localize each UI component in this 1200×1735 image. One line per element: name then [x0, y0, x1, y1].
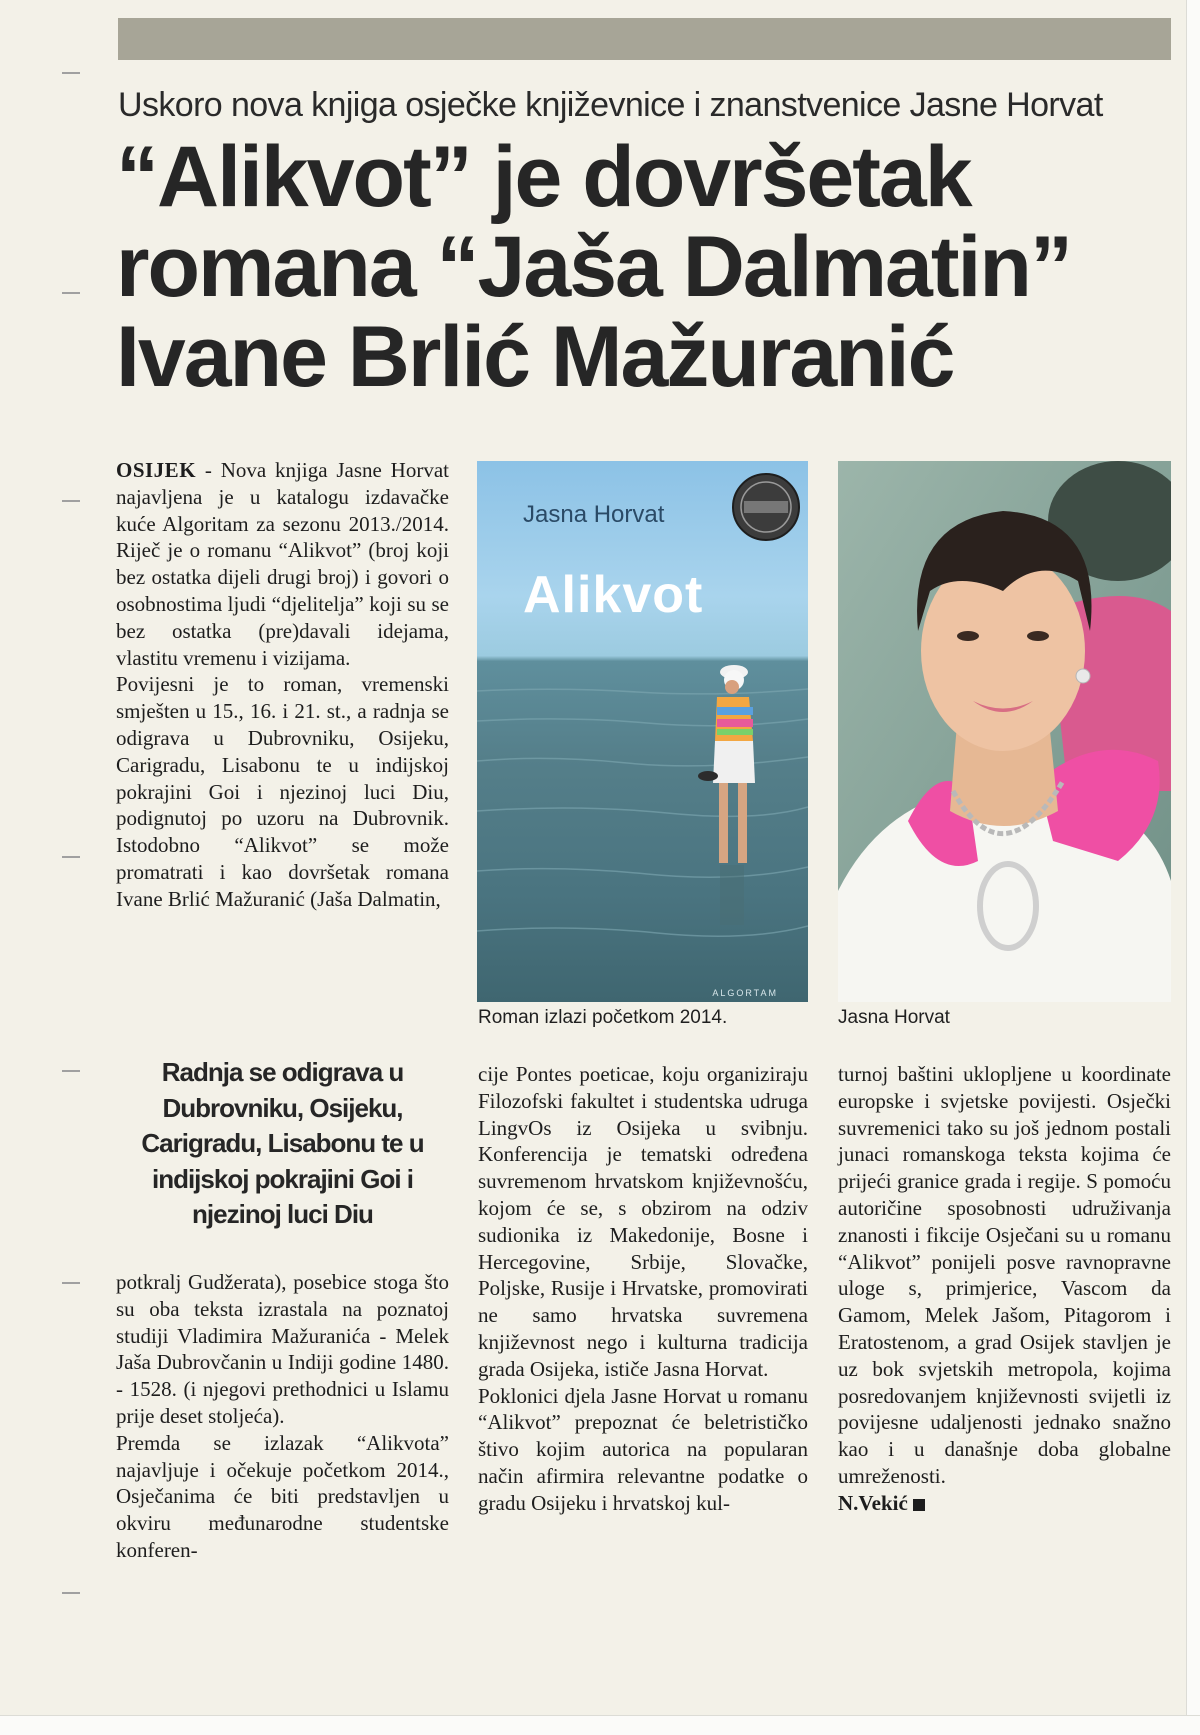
paragraph: Premda se izlazak “Alikvota” najavljuje i očekuje početkom 2014., Osječanima će biti predstavljen u okviru međunarodne studentske konferen- — [116, 1430, 449, 1562]
page-edge-right — [1186, 0, 1200, 1735]
section-top-bar — [118, 18, 1171, 60]
margin-mark — [62, 1592, 80, 1594]
book-cover-image — [477, 461, 808, 1002]
dateline: OSIJEK — [116, 458, 197, 482]
page-edge-bottom — [0, 1715, 1200, 1735]
article-column-1-bottom — [116, 1269, 449, 1564]
margin-mark — [62, 292, 80, 294]
headline-line: romana “Jaša Dalmatin” — [116, 219, 1071, 315]
cover-title: Alikvot — [523, 566, 704, 624]
cover-publisher: ALGORTAM — [712, 988, 778, 998]
paragraph: cije Pontes poeticae, koju organiziraju Filozofski fakultet i studentska udruga LingvOs iz Osijeka u svibnju. Konferencija je tematski određena suvremenom hrvatskom književnošću, kojom će se, s obzirom na odziv sudionika iz Makedonije, Bosne i Hercegovine, Srbije, Slovačke, Poljske, Rusije i Hrvatske, promovirati ne samo hrvatska suvremena književnost nego i kulturna tradicija grada Osijeka, ističe Jasna Horvat. — [478, 1062, 808, 1381]
paragraph — [116, 457, 449, 671]
margin-mark — [62, 1282, 80, 1284]
article-column-3 — [838, 1061, 1171, 1517]
margin-mark — [62, 500, 80, 502]
article-kicker: Uskoro nova knjiga osječke književnice i znanstvenice Jasne Horvat — [118, 86, 1103, 124]
margin-mark — [62, 856, 80, 858]
author-signature: N.Vekić — [838, 1490, 908, 1515]
headline-line: Ivane Brlić Mažuranić — [116, 309, 954, 405]
cover-caption: Roman izlazi početkom 2014. — [478, 1007, 728, 1028]
paragraph: potkralj Gudžerata), posebice stoga što su oba teksta izrastala na poznatoj studiji Vladimira Mažuranića - Melek Jaša Dubrovčanin u Indiji godine 1480. - 1528. (i njegovi prethodnici u Islamu prije deset stoljeća). — [116, 1270, 449, 1428]
portrait-scene — [838, 461, 1171, 1002]
pull-quote: Radnja se odigrava u Dubrovniku, Osijeku, Carigradu, Lisabonu te u indijskoj pokrajini Goi i njezinoj luci Diu — [141, 1057, 424, 1230]
margin-mark — [62, 72, 80, 74]
article-column-1-top — [116, 457, 449, 913]
headline-line: “Alikvot” je dovršetak — [116, 129, 971, 225]
author-portrait-image — [838, 461, 1171, 1002]
signature-line — [838, 1490, 1171, 1517]
article-headline — [116, 129, 1176, 405]
margin-mark — [62, 1070, 80, 1072]
article-column-2 — [478, 1061, 808, 1517]
cover-author: Jasna Horvat — [523, 501, 665, 528]
portrait-caption: Jasna Horvat — [838, 1007, 950, 1028]
award-seal-icon — [730, 471, 802, 543]
paragraph: Poklonici djela Jasne Horvat u romanu “Alikvot” prepoznat će beletrističko štivo kojim autorica na popularan način afirmira relevantne podatke o gradu Osijeku i hrvatskoj kul- — [478, 1383, 808, 1515]
paragraph-text: - Nova knjiga Jasne Horvat najavljena je u katalogu izdavačke kuće Algoritam za sezonu 2013./2014. Riječ je o romanu “Alikvot” (broj koji bez ostatka dijeli drugi broj) i govori o osobnostima ljudi “djelitelja” koji su se bez ostatka (pre)davali idejama, vlastitu vremenu i vizijama. — [116, 458, 449, 670]
paragraph: turnoj baštini uklopljene u koordinate europske i svjetske povijesti. Osječki suvremenici tako su još jednom postali junaci romanskoga teksta kojima će prijeći granice grada i regije. S pomoću autoričine sposobnosti udruživanja znanosti i fikcije Osječani su u romanu “Alikvot” ponijeli posve ravnopravne uloge s, primjerice, Vascom da Gamom, Melek Jašom, Pitagorom i Eratostenom, a grad Osijek stavljen je uz bok svjetskih metropola, kojima posredovanjem književnosti svijetli iz povijesne udaljenosti jednako snažno kao i u današnje doba globalne umreženosti. — [838, 1062, 1171, 1488]
paragraph: Povijesni je to roman, vremenski smješten u 15., 16. i 21. st., a radnja se odigrava u Dubrovniku, Osijeku, Carigradu, Lisabonu te u indijskoj pokrajini Goi i njezinoj luci Diu, podignutoj po uzoru na Dubrovnik. Istodobno “Alikvot” se može promatrati i kao dovršetak romana Ivane Brlić Mažuranić (Jaša Dalmatin, — [116, 672, 449, 911]
end-mark-icon — [913, 1499, 925, 1511]
